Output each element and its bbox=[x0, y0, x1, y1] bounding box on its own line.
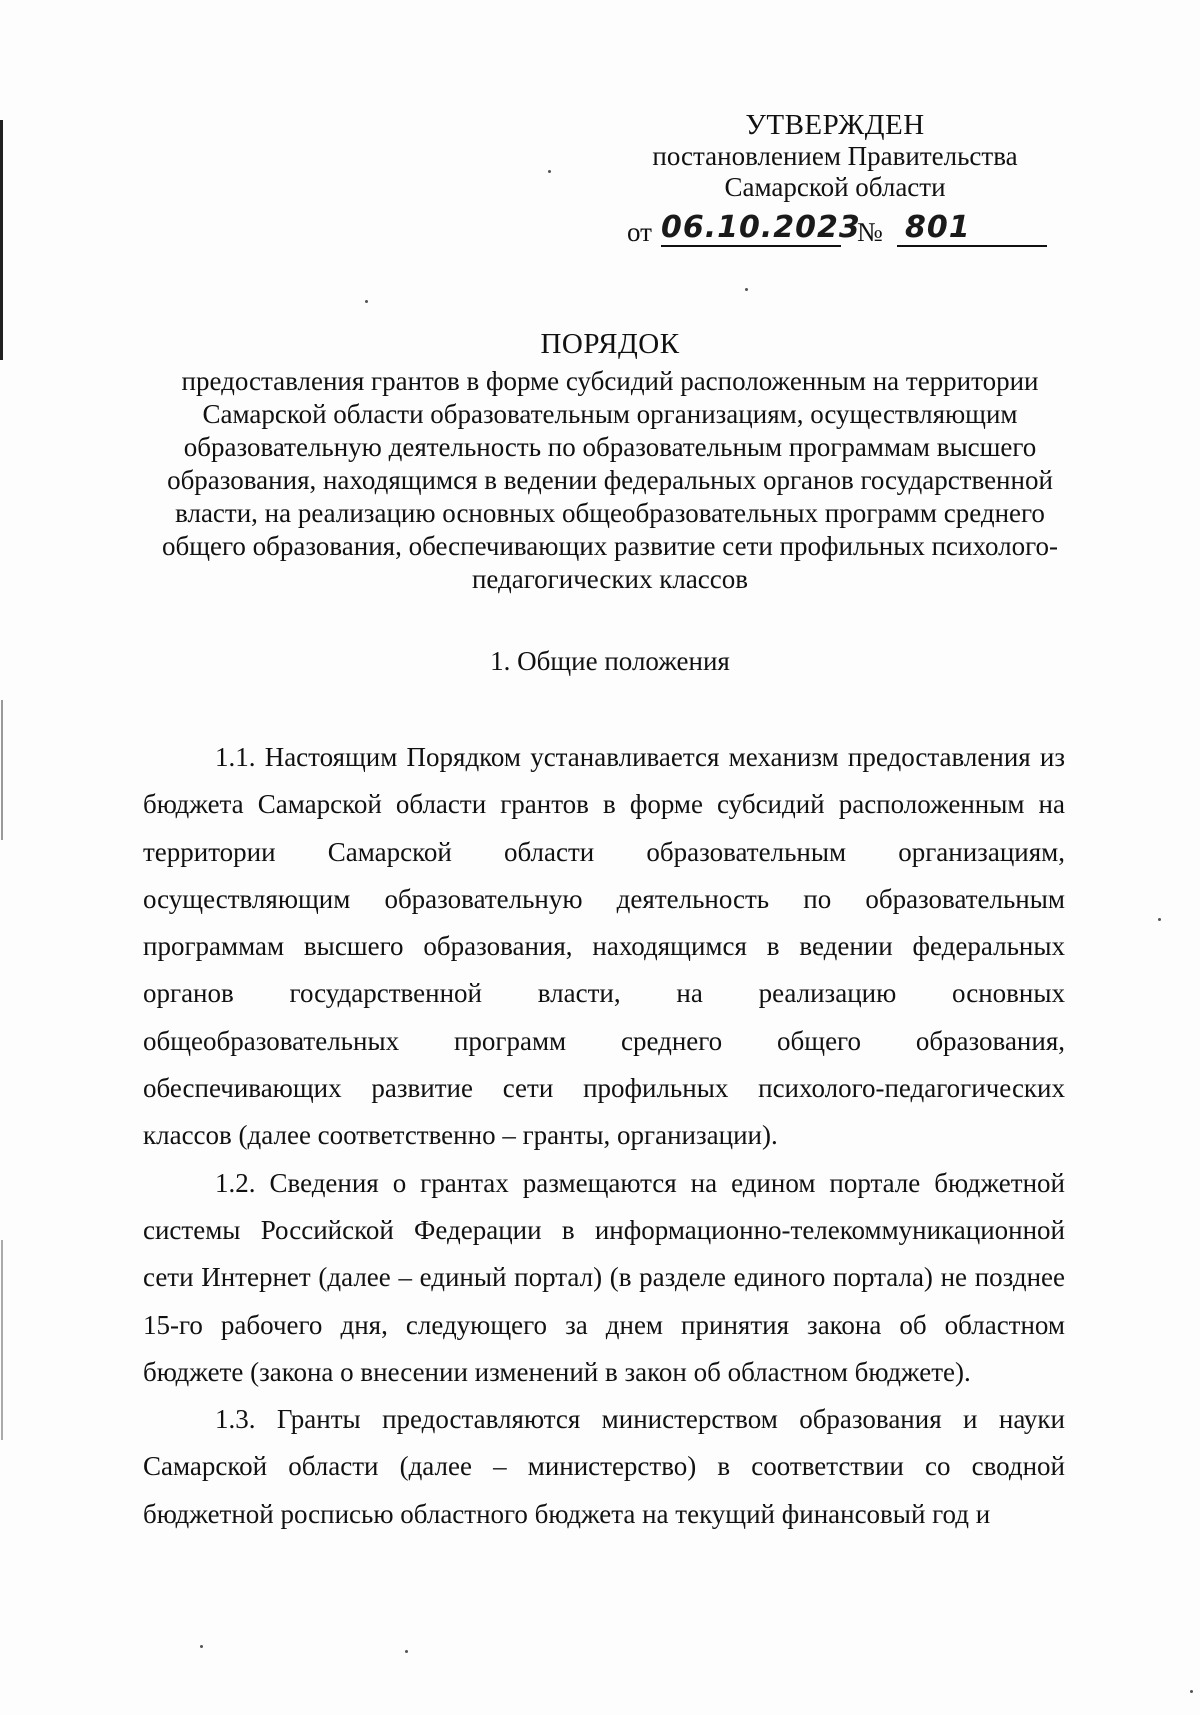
approval-line-1: постановлением Правительства bbox=[652, 141, 1018, 171]
approval-stamp-block bbox=[600, 110, 1070, 203]
date-underline bbox=[661, 245, 841, 247]
document-body bbox=[143, 734, 1065, 1538]
scan-speck bbox=[200, 1645, 203, 1648]
approved-label: УТВЕРЖДЕН bbox=[745, 109, 925, 141]
date-prefix: от bbox=[627, 217, 652, 247]
number-sign: № bbox=[857, 217, 883, 247]
document-subtitle: предоставления грантов в форме субсидий расположенным на территории Самарской области образовательным организациям, осуществляющим образовательную деятельность по образовательным программам высшего образования, находящимся в ведении федеральных органов государственной власти, на реализацию основных общеобразовательных программ среднего общего образования, обеспечивающих развитие сети профильных психолого-педагогических классов bbox=[162, 366, 1058, 594]
scan-edge-mark bbox=[0, 120, 3, 360]
number-underline bbox=[897, 245, 1047, 247]
section-heading: 1. Общие положения bbox=[490, 646, 730, 676]
scan-speck bbox=[1190, 1690, 1193, 1693]
paragraph-1-2: 1.2. Сведения о грантах размещаются на едином портале бюджетной системы Российской Федерации в информационно-телекоммуникационной сети Интернет (далее – единый портал) (в разделе единого портала) не позднее 15-го рабочего дня, следующего за днем принятия закона об областном бюджете (закона о внесении изменений в закон об областном бюджете). bbox=[143, 1167, 1065, 1387]
document-title: ПОРЯДОК bbox=[540, 328, 680, 360]
scan-edge-mark bbox=[1, 700, 3, 840]
scan-edge-mark bbox=[1, 1240, 3, 1440]
scan-speck bbox=[548, 170, 551, 173]
paragraph-1-1: 1.1. Настоящим Порядком устанавливается механизм предоставления из бюджета Самарской области грантов в форме субсидий расположенным на территории Самарской области образовательным организациям, осуществляющим образовательную деятельность по образовательным программам высшего образования, находящимся в ведении федеральных органов государственной власти, на реализацию основных общеобразовательных программ среднего общего образования, обеспечивающих развитие сети профильных психолого-педагогических классов (далее соответственно – гранты, организации). bbox=[143, 742, 1065, 1151]
scan-speck bbox=[745, 288, 748, 291]
document-title-block bbox=[140, 328, 1080, 596]
approval-line-2: Самарской области bbox=[724, 172, 946, 202]
handwritten-number: 801 bbox=[905, 210, 971, 245]
scan-speck bbox=[405, 1650, 408, 1653]
handwritten-date: 06.10.2023 bbox=[661, 210, 861, 245]
scan-speck bbox=[1158, 918, 1161, 921]
paragraph-1-3: 1.3. Гранты предоставляются министерством образования и науки Самарской области (далее – министерство) в соответствии со сводной бюджетной росписью областного бюджета на текущий финансовый год и bbox=[143, 1404, 1065, 1529]
approval-date-number-line bbox=[627, 212, 1047, 252]
scan-speck bbox=[365, 300, 368, 303]
